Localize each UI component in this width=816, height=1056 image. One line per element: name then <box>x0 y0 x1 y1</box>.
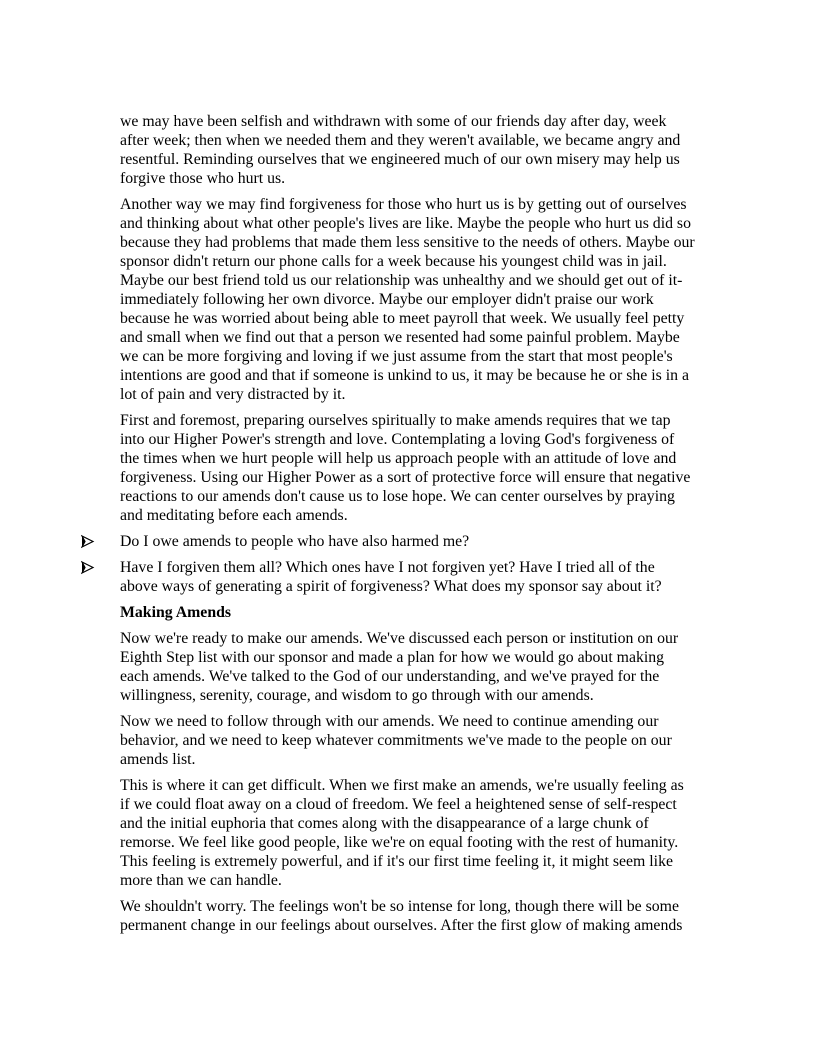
question-text: Do I owe amends to people who have also harmed me? <box>120 533 470 550</box>
document-page <box>120 112 696 942</box>
question-text: Have I forgiven them all? Which ones have I not forgiven yet? Have I tried all of the above ways of generating a spirit of forgiveness? What does my sponsor say about it? <box>120 559 662 595</box>
paragraph-shouldnt-worry: We shouldn't worry. The feelings won't be so intense for long, though there will be some permanent change in our feelings about ourselves. After the first glow of making amends <box>120 898 683 934</box>
paragraph-follow-through: Now we need to follow through with our amends. We need to continue amending our behavior, and we need to keep whatever commitments we've made to the people on our amends list. <box>120 713 672 768</box>
paragraph-can-get-difficult: This is where it can get difficult. When we first make an amends, we're usually feeling as if we could float away on a cloud of freedom. We feel a heightened sense of self-respect and the initial euphoria that comes along with the disappearance of a large chunk of remorse. We feel like good people, like we're on equal footing with the rest of humanity. This feeling is extremely powerful, and if it's our first time feeling it, it might seem like more than we can handle. <box>120 777 684 889</box>
paragraph-ready-to-make-amends: Now we're ready to make our amends. We've discussed each person or institution on our Eighth Step list with our sponsor and made a plan for how we would go about making each amends. We've talked to the God of our understanding, and we've prayed for the willingness, serenity, courage, and wisdom to go through with our amends. <box>120 630 679 704</box>
section-heading-making-amends: Making Amends <box>120 604 232 621</box>
paragraph-first-and-foremost: First and foremost, preparing ourselves spiritually to make amends requires that we tap into our Higher Power's strength and love. Contemplating a loving God's forgiveness of the times when we hurt people will help us approach people with an attitude of love and forgiveness. Using our Higher Power as a sort of protective force will ensure that negative reactions to our amends don't cause us to lose hope. We can center ourselves by praying and meditating before each amends. <box>120 412 691 524</box>
paragraph-another-way: Another way we may find forgiveness for those who hurt us is by getting out of ourselves and thinking about what other people's lives are like. Maybe the people who hurt us did so because they had problems that made them less sensitive to the needs of others. Maybe our sponsor didn't return our phone calls for a week because his youngest child was in jail. Maybe our best friend told us our relationship was unhealthy and we should get out of it-immediately following her own divorce. Maybe our employer didn't praise our work because he was worried about being able to meet payroll that week. We usually feel petty and small when we find out that a person we resented had some painful problem. Maybe we can be more forgiving and loving if we just assume from the start that most people's intentions are good and that if someone is unkind to us, it may be because he or she is in a lot of pain and very distracted by it. <box>120 196 695 403</box>
arrowhead-bullet-icon <box>81 532 95 551</box>
arrowhead-bullet-icon <box>81 558 95 577</box>
question-item-forgiven-all <box>120 558 696 596</box>
question-item-owe-amends <box>120 532 696 551</box>
paragraph-selfish-withdrawn: we may have been selfish and withdrawn with some of our friends day after day, week after week; then when we needed them and they weren't available, we became angry and resentful. Reminding ourselves that we engineered much of our own misery may help us forgive those who hurt us. <box>120 113 681 187</box>
